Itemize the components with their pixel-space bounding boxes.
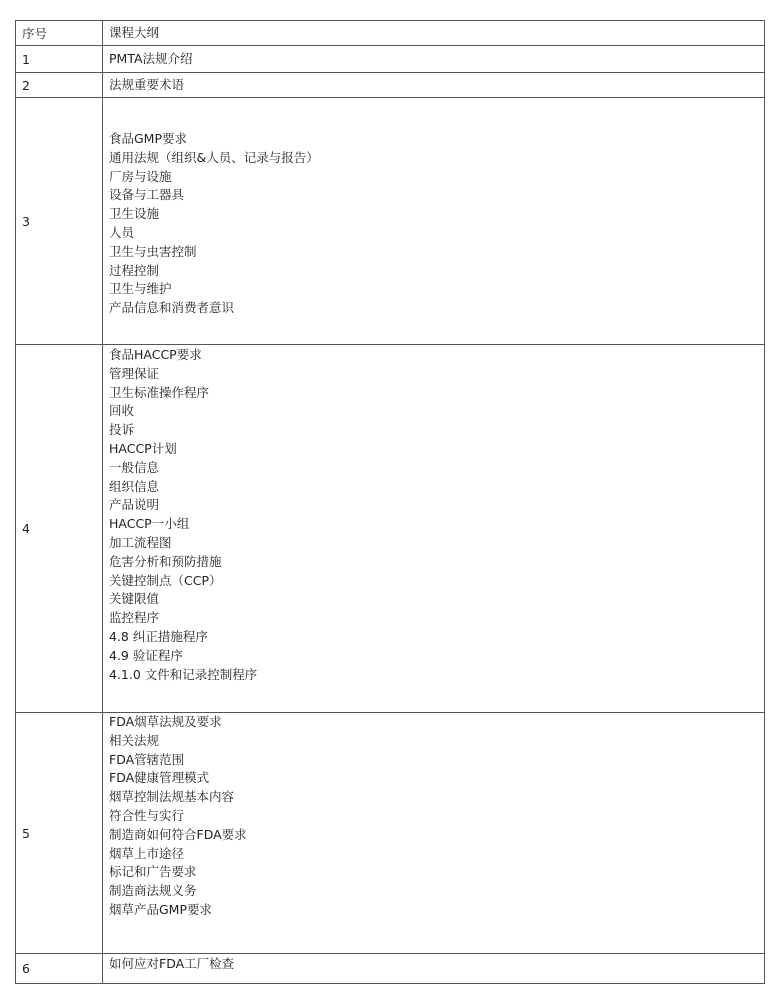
outline-line: 如何应对FDA工厂检查: [109, 956, 235, 971]
outline-line: 产品信息和消费者意识: [109, 300, 235, 316]
outline-line: 制造商如何符合FDA要求: [109, 826, 247, 842]
outline-line: 厂房与设施: [109, 168, 172, 184]
header-number-cell: 序号: [16, 21, 103, 46]
outline-line: 卫生与虫害控制: [109, 243, 197, 259]
outline-line: 卫生设施: [109, 206, 160, 222]
row-number-cell: 5: [16, 713, 103, 954]
outline-line: 食品GMP要求: [109, 131, 188, 147]
outline-line: 人员: [109, 225, 135, 240]
outline-line: 4.8 纠正措施程序: [109, 628, 208, 644]
row-number-cell: 6: [16, 954, 103, 984]
header-outline-cell: 课程大纲: [103, 21, 765, 46]
outline-line: 关键限值: [109, 591, 160, 607]
table-row: [16, 46, 765, 73]
outline-line: 烟草上市途径: [109, 845, 185, 861]
outline-line: 加工流程图: [109, 534, 172, 550]
outline-line: 法规重要术语: [109, 76, 185, 92]
outline-line: 组织信息: [109, 478, 160, 494]
outline-line: 标记和广告要求: [109, 864, 197, 880]
table-header-row: [16, 21, 765, 46]
row-outline-cell: [103, 98, 765, 345]
table-row: [16, 713, 765, 954]
outline-line: 一般信息: [109, 459, 160, 475]
outline-line: 监控程序: [109, 610, 160, 626]
row-number-cell: 4: [16, 345, 103, 713]
row-number-cell: 3: [16, 98, 103, 345]
outline-line: 烟草控制法规基本内容: [109, 789, 235, 805]
outline-line: FDA烟草法规及要求: [109, 714, 222, 729]
outline-line: 烟草产品GMP要求: [109, 901, 213, 917]
outline-line: 管理保证: [109, 365, 160, 381]
outline-line: 4.1.0 文件和记录控制程序: [109, 666, 258, 682]
row-number-cell: 2: [16, 73, 103, 98]
outline-line: FDA管辖范围: [109, 751, 185, 767]
table-row: [16, 98, 765, 345]
outline-line: 回收: [109, 403, 135, 419]
outline-line: 制造商法规义务: [109, 883, 197, 899]
outline-line: 符合性与实行: [109, 807, 185, 823]
row-outline-cell: [103, 713, 765, 954]
row-outline-cell: [103, 46, 765, 73]
outline-line: 产品说明: [109, 497, 160, 513]
table-row: [16, 954, 765, 984]
outline-line: 卫生与维护: [109, 281, 172, 297]
course-outline-table: [15, 20, 765, 984]
outline-line: 通用法规（组织&人员、记录与报告）: [109, 149, 319, 165]
outline-line: 4.9 验证程序: [109, 647, 183, 663]
outline-line: 过程控制: [109, 262, 160, 278]
row-number-cell: 1: [16, 46, 103, 73]
outline-line: HACCP计划: [109, 440, 177, 456]
outline-line: HACCP一小组: [109, 516, 190, 532]
outline-line: 关键控制点（CCP）: [109, 572, 222, 588]
outline-line: 设备与工器具: [109, 187, 185, 203]
outline-line: FDA健康管理模式: [109, 770, 210, 786]
outline-line: 危害分析和预防措施: [109, 553, 222, 569]
outline-line: 相关法规: [109, 732, 160, 748]
outline-line: 投诉: [109, 422, 135, 438]
outline-line: 食品HACCP要求: [109, 347, 202, 362]
table-row: [16, 73, 765, 98]
outline-line: PMTA法规介绍: [109, 50, 193, 66]
row-outline-cell: [103, 73, 765, 98]
row-outline-cell: [103, 345, 765, 713]
outline-line: 卫生标准操作程序: [109, 384, 210, 400]
table-row: [16, 345, 765, 713]
row-outline-cell: [103, 954, 765, 984]
